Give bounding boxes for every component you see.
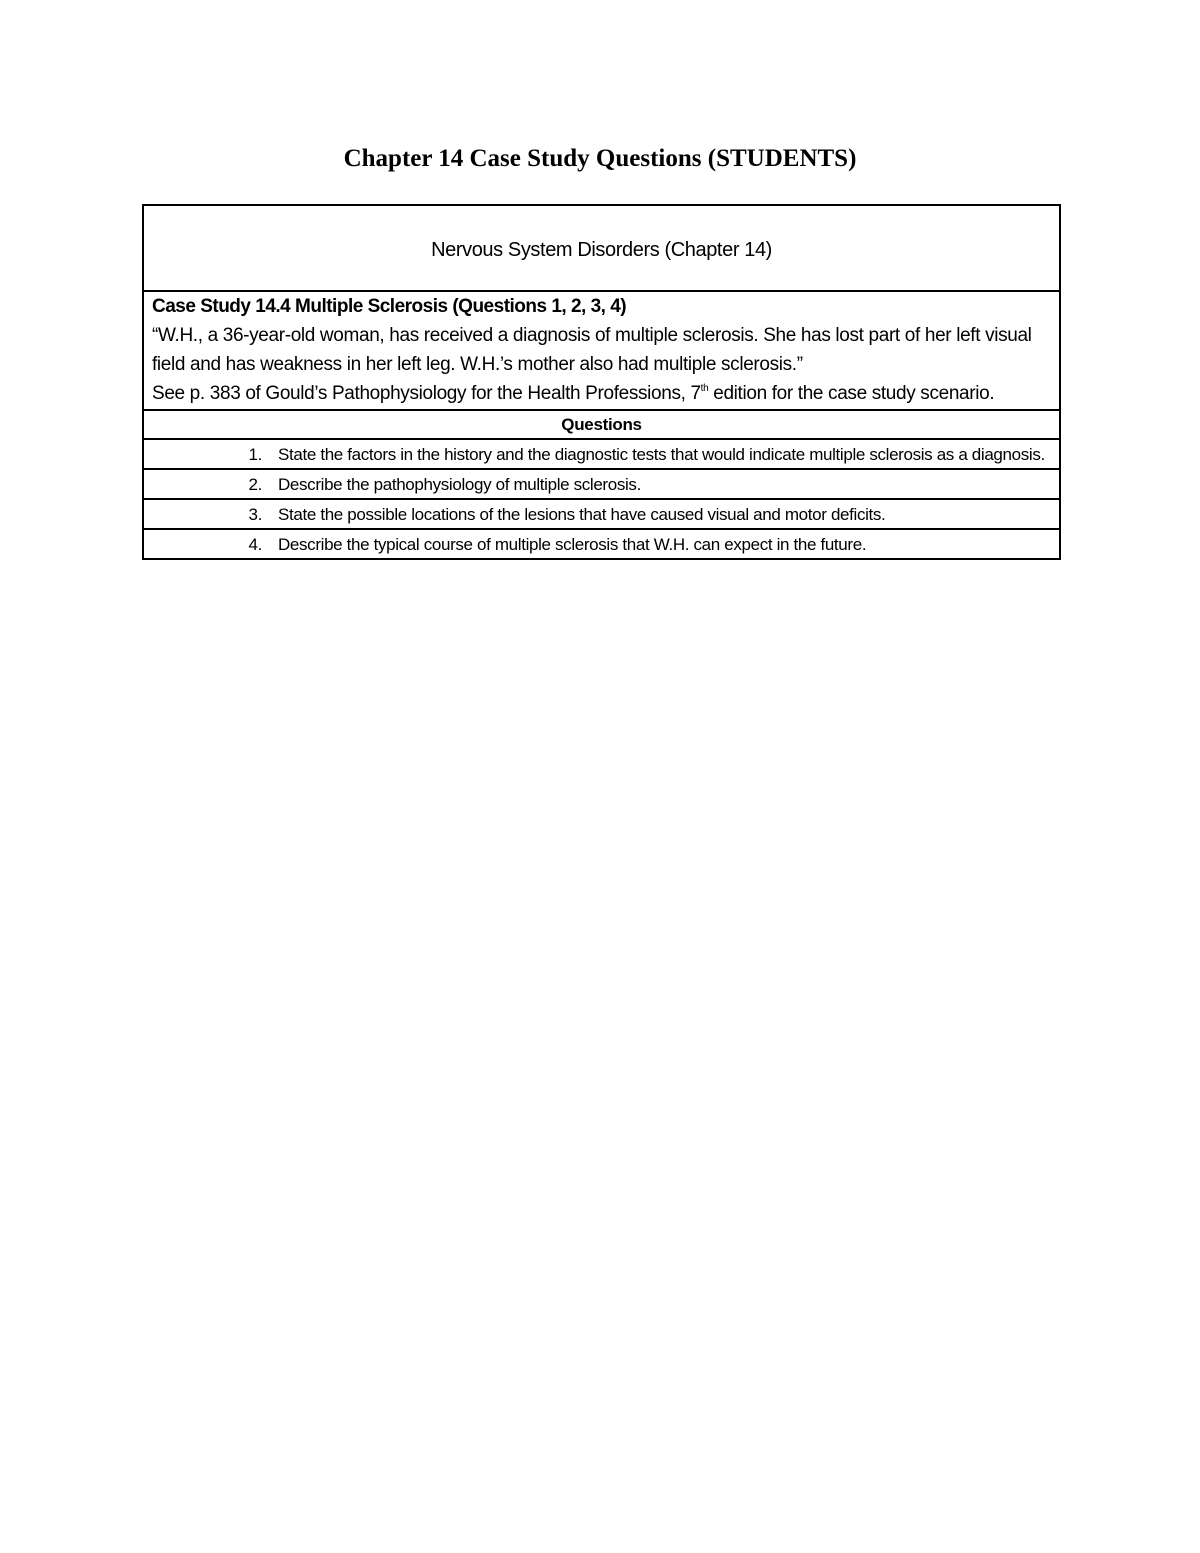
question-row <box>143 469 1060 499</box>
questions-header: Questions <box>143 410 1060 439</box>
section-heading: Nervous System Disorders (Chapter 14) <box>431 238 772 261</box>
case-reference <box>152 379 1051 408</box>
list-item <box>144 530 1059 558</box>
case-quote: “W.H., a 36-year-old woman, has received a diagnosis of multiple sclerosis. She has lost part of her left visual field and has weakness in her left leg. W.H.’s mother also had multiple sclerosis.” <box>152 325 1032 375</box>
table-heading-cell <box>143 205 1060 291</box>
scenario-row <box>143 291 1060 410</box>
questions-header-row <box>143 410 1060 439</box>
reference-text-end: edition for the case study scenario. <box>708 383 995 404</box>
question-number: 2. <box>248 475 262 494</box>
question-cell <box>143 469 1060 499</box>
case-study-table <box>142 204 1061 560</box>
question-cell <box>143 529 1060 559</box>
question-text: State the possible locations of the lesions that have caused visual and motor deficits. <box>278 505 886 524</box>
question-cell <box>143 499 1060 529</box>
reference-superscript: th <box>700 383 709 394</box>
question-text: Describe the typical course of multiple sclerosis that W.H. can expect in the future. <box>278 535 867 554</box>
list-item <box>144 500 1059 528</box>
reference-text: See p. 383 of Gould’s Pathophysiology for the Health Professions, 7 <box>152 383 701 404</box>
question-number: 3. <box>248 505 262 524</box>
question-text: Describe the pathophysiology of multiple sclerosis. <box>278 475 641 494</box>
page-title: Chapter 14 Case Study Questions (STUDENTS) <box>343 145 857 172</box>
scenario-cell <box>143 291 1060 410</box>
question-row <box>143 499 1060 529</box>
table-heading-row <box>143 205 1060 291</box>
list-item <box>144 470 1059 498</box>
question-number: 1. <box>248 445 262 464</box>
list-item <box>144 440 1059 468</box>
case-study-title: Case Study 14.4 Multiple Sclerosis (Questions 1, 2, 3, 4) <box>152 296 627 317</box>
question-row <box>143 529 1060 559</box>
question-text: State the factors in the history and the diagnostic tests that would indicate multiple sclerosis as a diagnosis. <box>278 445 1045 464</box>
question-row <box>143 439 1060 469</box>
question-number: 4. <box>248 535 262 554</box>
question-cell <box>143 439 1060 469</box>
